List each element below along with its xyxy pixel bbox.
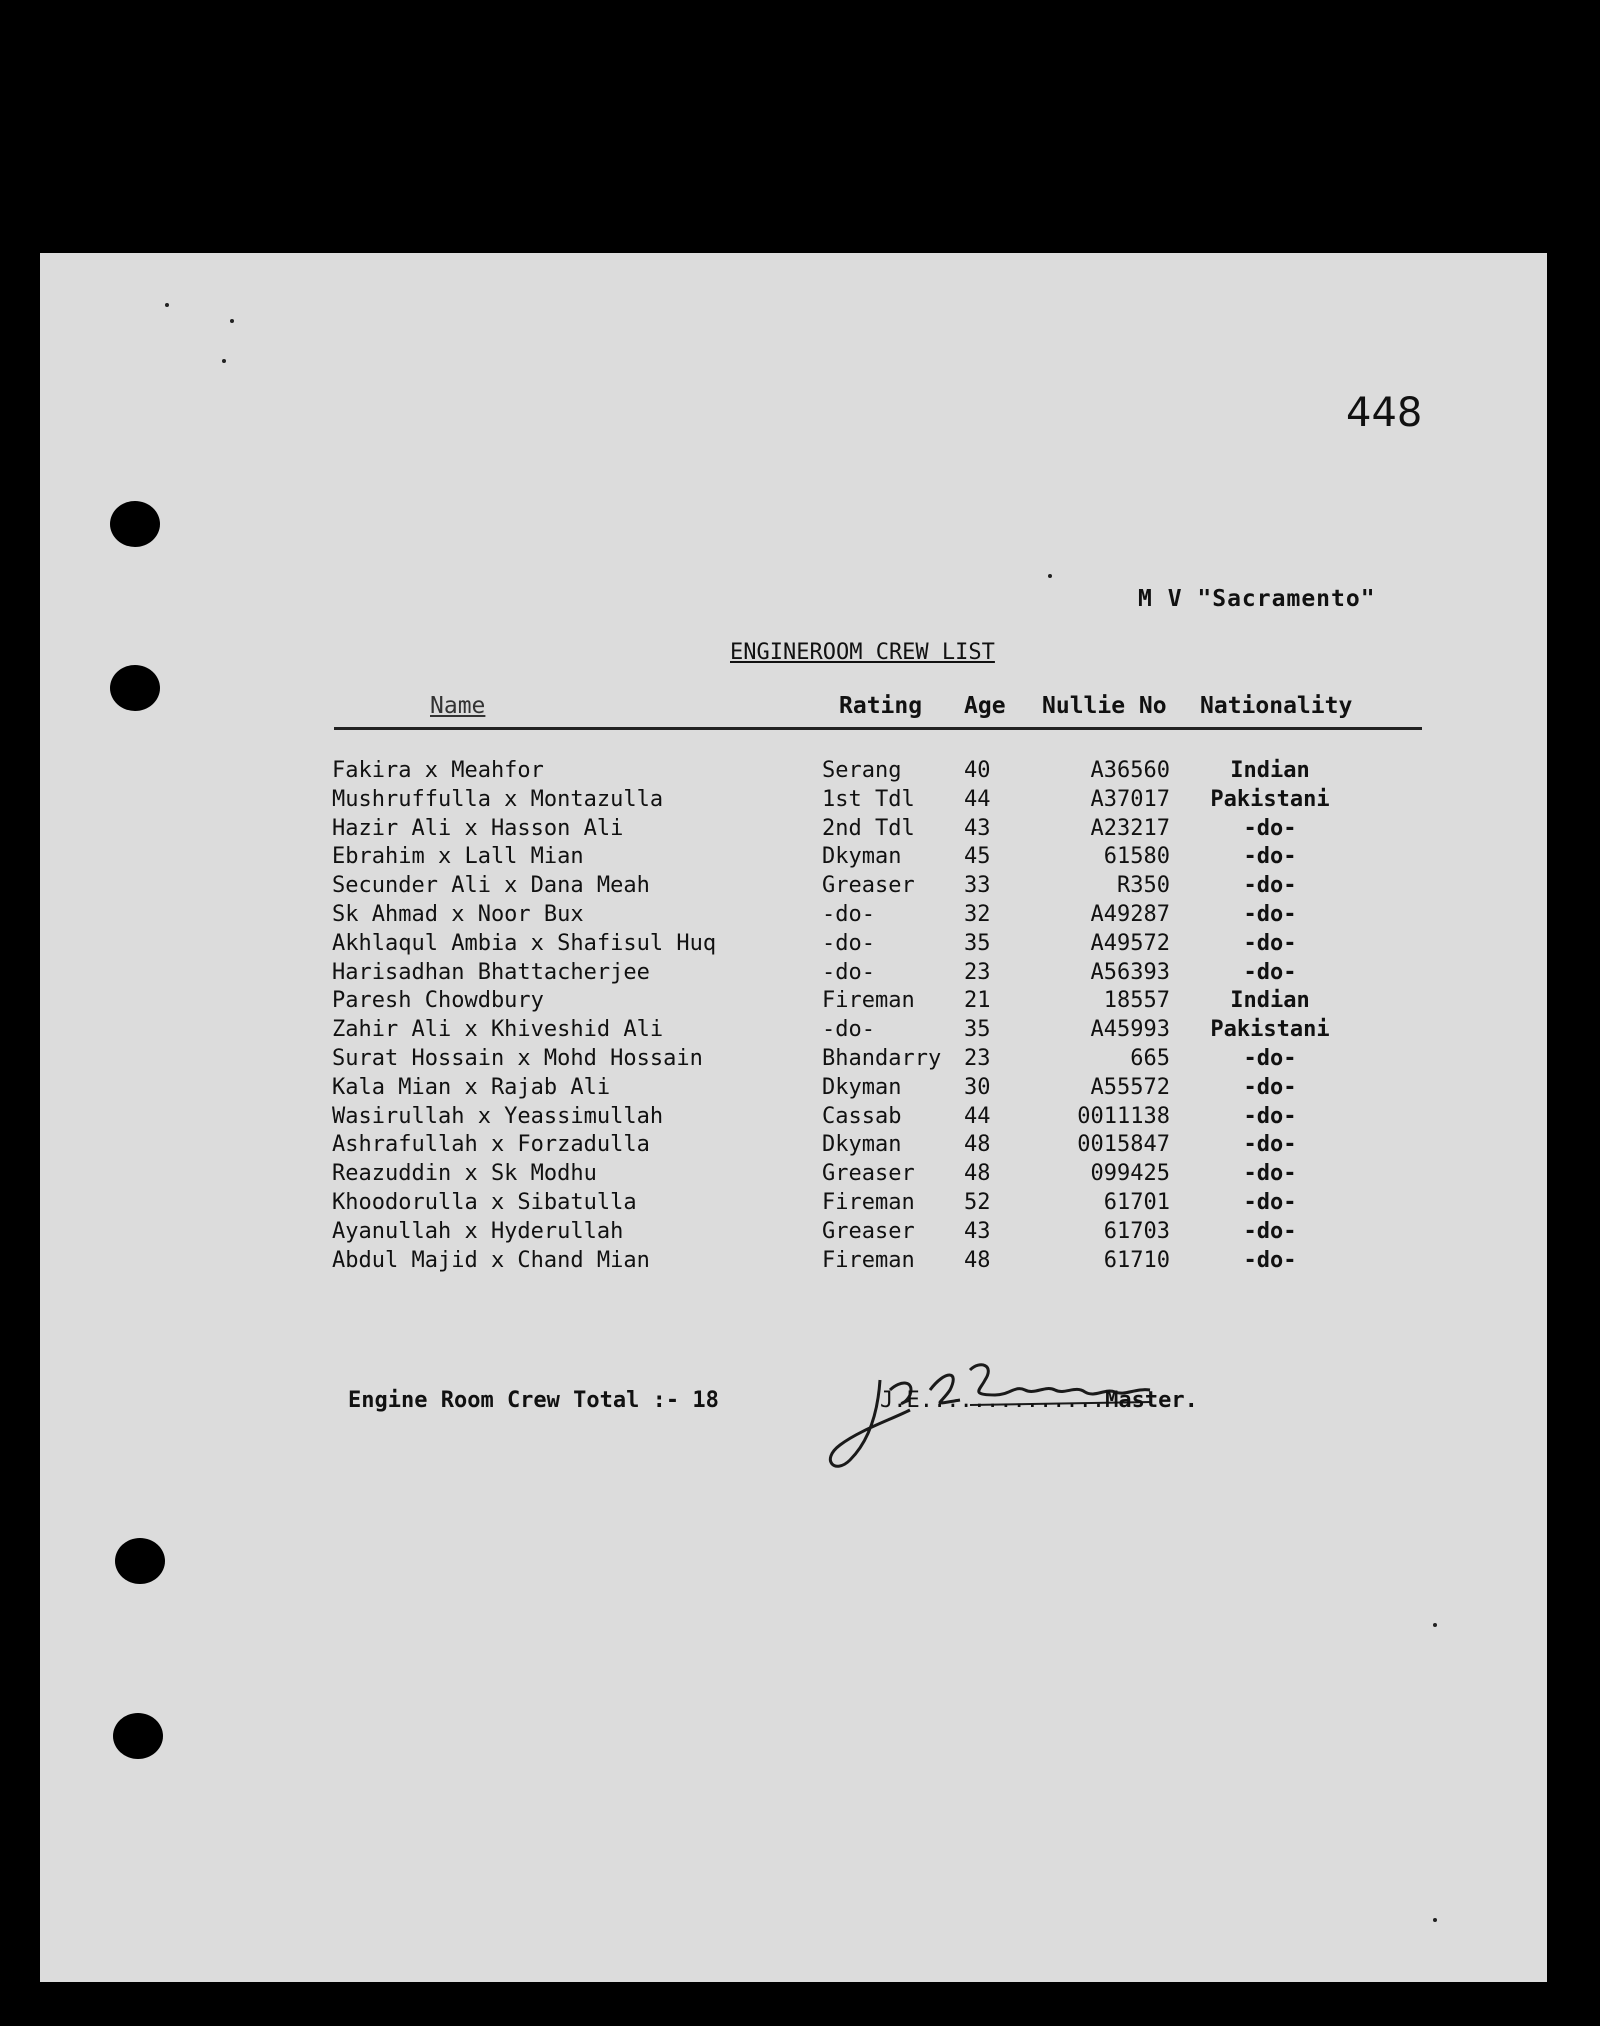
crew-nullie-no: 099425 <box>1090 1161 1170 1187</box>
crew-rating: Fireman <box>822 1189 915 1215</box>
speck <box>1433 1918 1437 1922</box>
crew-name: Surat Hossain x Mohd Hossain <box>332 1045 703 1071</box>
crew-name: Zahir Ali x Khiveshid Ali <box>332 1017 664 1043</box>
crew-nullie-no: 0015847 <box>1077 1132 1170 1158</box>
speck <box>165 303 169 307</box>
master-dots: J.E.............. <box>880 1388 1106 1413</box>
crew-rating: Greaser <box>822 873 915 899</box>
crew-age: 43 <box>964 815 991 841</box>
master-line <box>880 1388 1198 1413</box>
crew-nationality: -do- <box>1243 1247 1297 1273</box>
crew-name: Ebrahim x Lall Mian <box>332 844 584 870</box>
speck <box>1433 1623 1437 1627</box>
vessel-name: M V "Sacramento" <box>1138 586 1376 612</box>
crew-nullie-no: A23217 <box>1090 815 1170 841</box>
crew-age: 43 <box>964 1218 991 1244</box>
crew-name: Wasirullah x Yeassimullah <box>332 1103 664 1129</box>
table-row <box>332 758 1432 787</box>
punch-hole <box>113 1713 163 1759</box>
crew-nullie-no: A55572 <box>1090 1074 1170 1100</box>
crew-age: 35 <box>964 930 991 956</box>
crew-nullie-no: 61580 <box>1103 844 1170 870</box>
crew-nationality: -do- <box>1243 930 1297 956</box>
table-row <box>332 1219 1432 1248</box>
crew-rating: -do- <box>822 1017 875 1043</box>
table-row <box>332 1248 1432 1277</box>
table-row <box>332 1046 1432 1075</box>
table-header <box>334 693 1424 733</box>
table-row <box>332 1075 1432 1104</box>
crew-name: Harisadhan Bhattacherjee <box>332 959 650 985</box>
crew-age: 32 <box>964 901 991 927</box>
crew-rating: -do- <box>822 901 875 927</box>
crew-name: Abdul Majid x Chand Mian <box>332 1247 650 1273</box>
header-rule <box>334 727 1422 730</box>
table-row <box>332 1104 1432 1133</box>
crew-rating: Fireman <box>822 1247 915 1273</box>
crew-nationality: -do- <box>1243 1132 1297 1158</box>
crew-rating: Greaser <box>822 1218 915 1244</box>
crew-rating: Serang <box>822 758 902 783</box>
speck <box>230 319 234 323</box>
crew-age: 23 <box>964 959 991 985</box>
crew-nationality: -do- <box>1243 1103 1297 1129</box>
crew-age: 23 <box>964 1045 991 1071</box>
table-row <box>332 931 1432 960</box>
page-number: 448 <box>1346 390 1423 436</box>
document-title: ENGINEROOM CREW LIST <box>730 640 995 665</box>
crew-nationality: Pakistani <box>1210 786 1330 812</box>
crew-nationality: Pakistani <box>1210 1017 1330 1043</box>
crew-name: Akhlaqul Ambia x Shafisul Huq <box>332 930 717 956</box>
table-row <box>332 873 1432 902</box>
table-row <box>332 816 1432 845</box>
crew-nullie-no: 0011138 <box>1077 1103 1170 1129</box>
crew-age: 48 <box>964 1247 991 1273</box>
crew-nullie-no: 61701 <box>1103 1189 1170 1215</box>
header-nationality: Nationality <box>1200 693 1353 719</box>
crew-name: Fakira x Meahfor <box>332 758 544 783</box>
table-row <box>332 1190 1432 1219</box>
punch-hole <box>110 665 160 711</box>
crew-nullie-no: 18557 <box>1103 988 1170 1014</box>
crew-nationality: -do- <box>1243 1074 1297 1100</box>
crew-nullie-no: 61703 <box>1103 1218 1170 1244</box>
crew-nationality: -do- <box>1243 901 1297 927</box>
crew-table <box>332 758 1432 1276</box>
crew-total-label: Engine Room Crew Total :- 18 <box>348 1388 719 1413</box>
crew-nullie-no: A49572 <box>1090 930 1170 956</box>
crew-rating: Cassab <box>822 1103 902 1129</box>
crew-age: 48 <box>964 1132 991 1158</box>
speck <box>1048 574 1052 578</box>
crew-nationality: Indian <box>1230 758 1310 783</box>
crew-nationality: -do- <box>1243 1045 1297 1071</box>
crew-nationality: -do- <box>1243 873 1297 899</box>
crew-name: Khoodorulla x Sibatulla <box>332 1189 637 1215</box>
crew-age: 44 <box>964 786 991 812</box>
crew-nullie-no: A37017 <box>1090 786 1170 812</box>
crew-name: Kala Mian x Rajab Ali <box>332 1074 611 1100</box>
header-age: Age <box>964 693 1006 719</box>
crew-nationality: -do- <box>1243 1189 1297 1215</box>
table-row <box>332 1017 1432 1046</box>
crew-nationality: -do- <box>1243 959 1297 985</box>
crew-name: Mushruffulla x Montazulla <box>332 786 664 812</box>
crew-nationality: -do- <box>1243 844 1297 870</box>
table-row <box>332 988 1432 1017</box>
master-label: Master. <box>1105 1388 1198 1413</box>
crew-rating: -do- <box>822 930 875 956</box>
crew-age: 44 <box>964 1103 991 1129</box>
crew-nullie-no: A36560 <box>1090 758 1170 783</box>
crew-rating: 1st Tdl <box>822 786 915 812</box>
crew-age: 21 <box>964 988 991 1014</box>
crew-nullie-no: A49287 <box>1090 901 1170 927</box>
crew-name: Paresh Chowdbury <box>332 988 544 1014</box>
crew-age: 48 <box>964 1161 991 1187</box>
table-row <box>332 844 1432 873</box>
crew-nationality: -do- <box>1243 815 1297 841</box>
crew-nullie-no: A56393 <box>1090 959 1170 985</box>
crew-name: Sk Ahmad x Noor Bux <box>332 901 584 927</box>
table-row <box>332 787 1432 816</box>
crew-name: Reazuddin x Sk Modhu <box>332 1161 597 1187</box>
crew-age: 52 <box>964 1189 991 1215</box>
table-row <box>332 902 1432 931</box>
crew-total <box>348 1388 719 1413</box>
table-row <box>332 1161 1432 1190</box>
crew-name: Hazir Ali x Hasson Ali <box>332 815 624 841</box>
crew-rating: Dkyman <box>822 844 902 870</box>
crew-rating: Dkyman <box>822 1132 902 1158</box>
table-row <box>332 960 1432 989</box>
crew-age: 30 <box>964 1074 991 1100</box>
crew-nationality: -do- <box>1243 1161 1297 1187</box>
crew-nullie-no: A45993 <box>1090 1017 1170 1043</box>
punch-hole <box>110 501 160 547</box>
header-rating: Rating <box>839 693 923 719</box>
crew-name: Secunder Ali x Dana Meah <box>332 873 650 899</box>
crew-rating: 2nd Tdl <box>822 815 915 841</box>
crew-nullie-no: 665 <box>1130 1045 1170 1071</box>
header-name: Name <box>430 693 486 719</box>
crew-nationality: Indian <box>1230 988 1310 1014</box>
crew-age: 40 <box>964 758 991 783</box>
crew-rating: Greaser <box>822 1161 915 1187</box>
crew-name: Ayanullah x Hyderullah <box>332 1218 624 1244</box>
speck <box>222 359 226 363</box>
crew-age: 45 <box>964 844 991 870</box>
crew-age: 35 <box>964 1017 991 1043</box>
crew-rating: Fireman <box>822 988 915 1014</box>
crew-age: 33 <box>964 873 991 899</box>
crew-name: Ashrafullah x Forzadulla <box>332 1132 650 1158</box>
crew-rating: -do- <box>822 959 875 985</box>
crew-nationality: -do- <box>1243 1218 1297 1244</box>
crew-rating: Dkyman <box>822 1074 902 1100</box>
punch-hole <box>115 1538 165 1584</box>
crew-nullie-no: 61710 <box>1103 1247 1170 1273</box>
header-nullie-no: Nullie No <box>1042 693 1167 719</box>
crew-nullie-no: R350 <box>1117 873 1170 899</box>
crew-rating: Bhandarry <box>822 1045 942 1071</box>
table-row <box>332 1132 1432 1161</box>
